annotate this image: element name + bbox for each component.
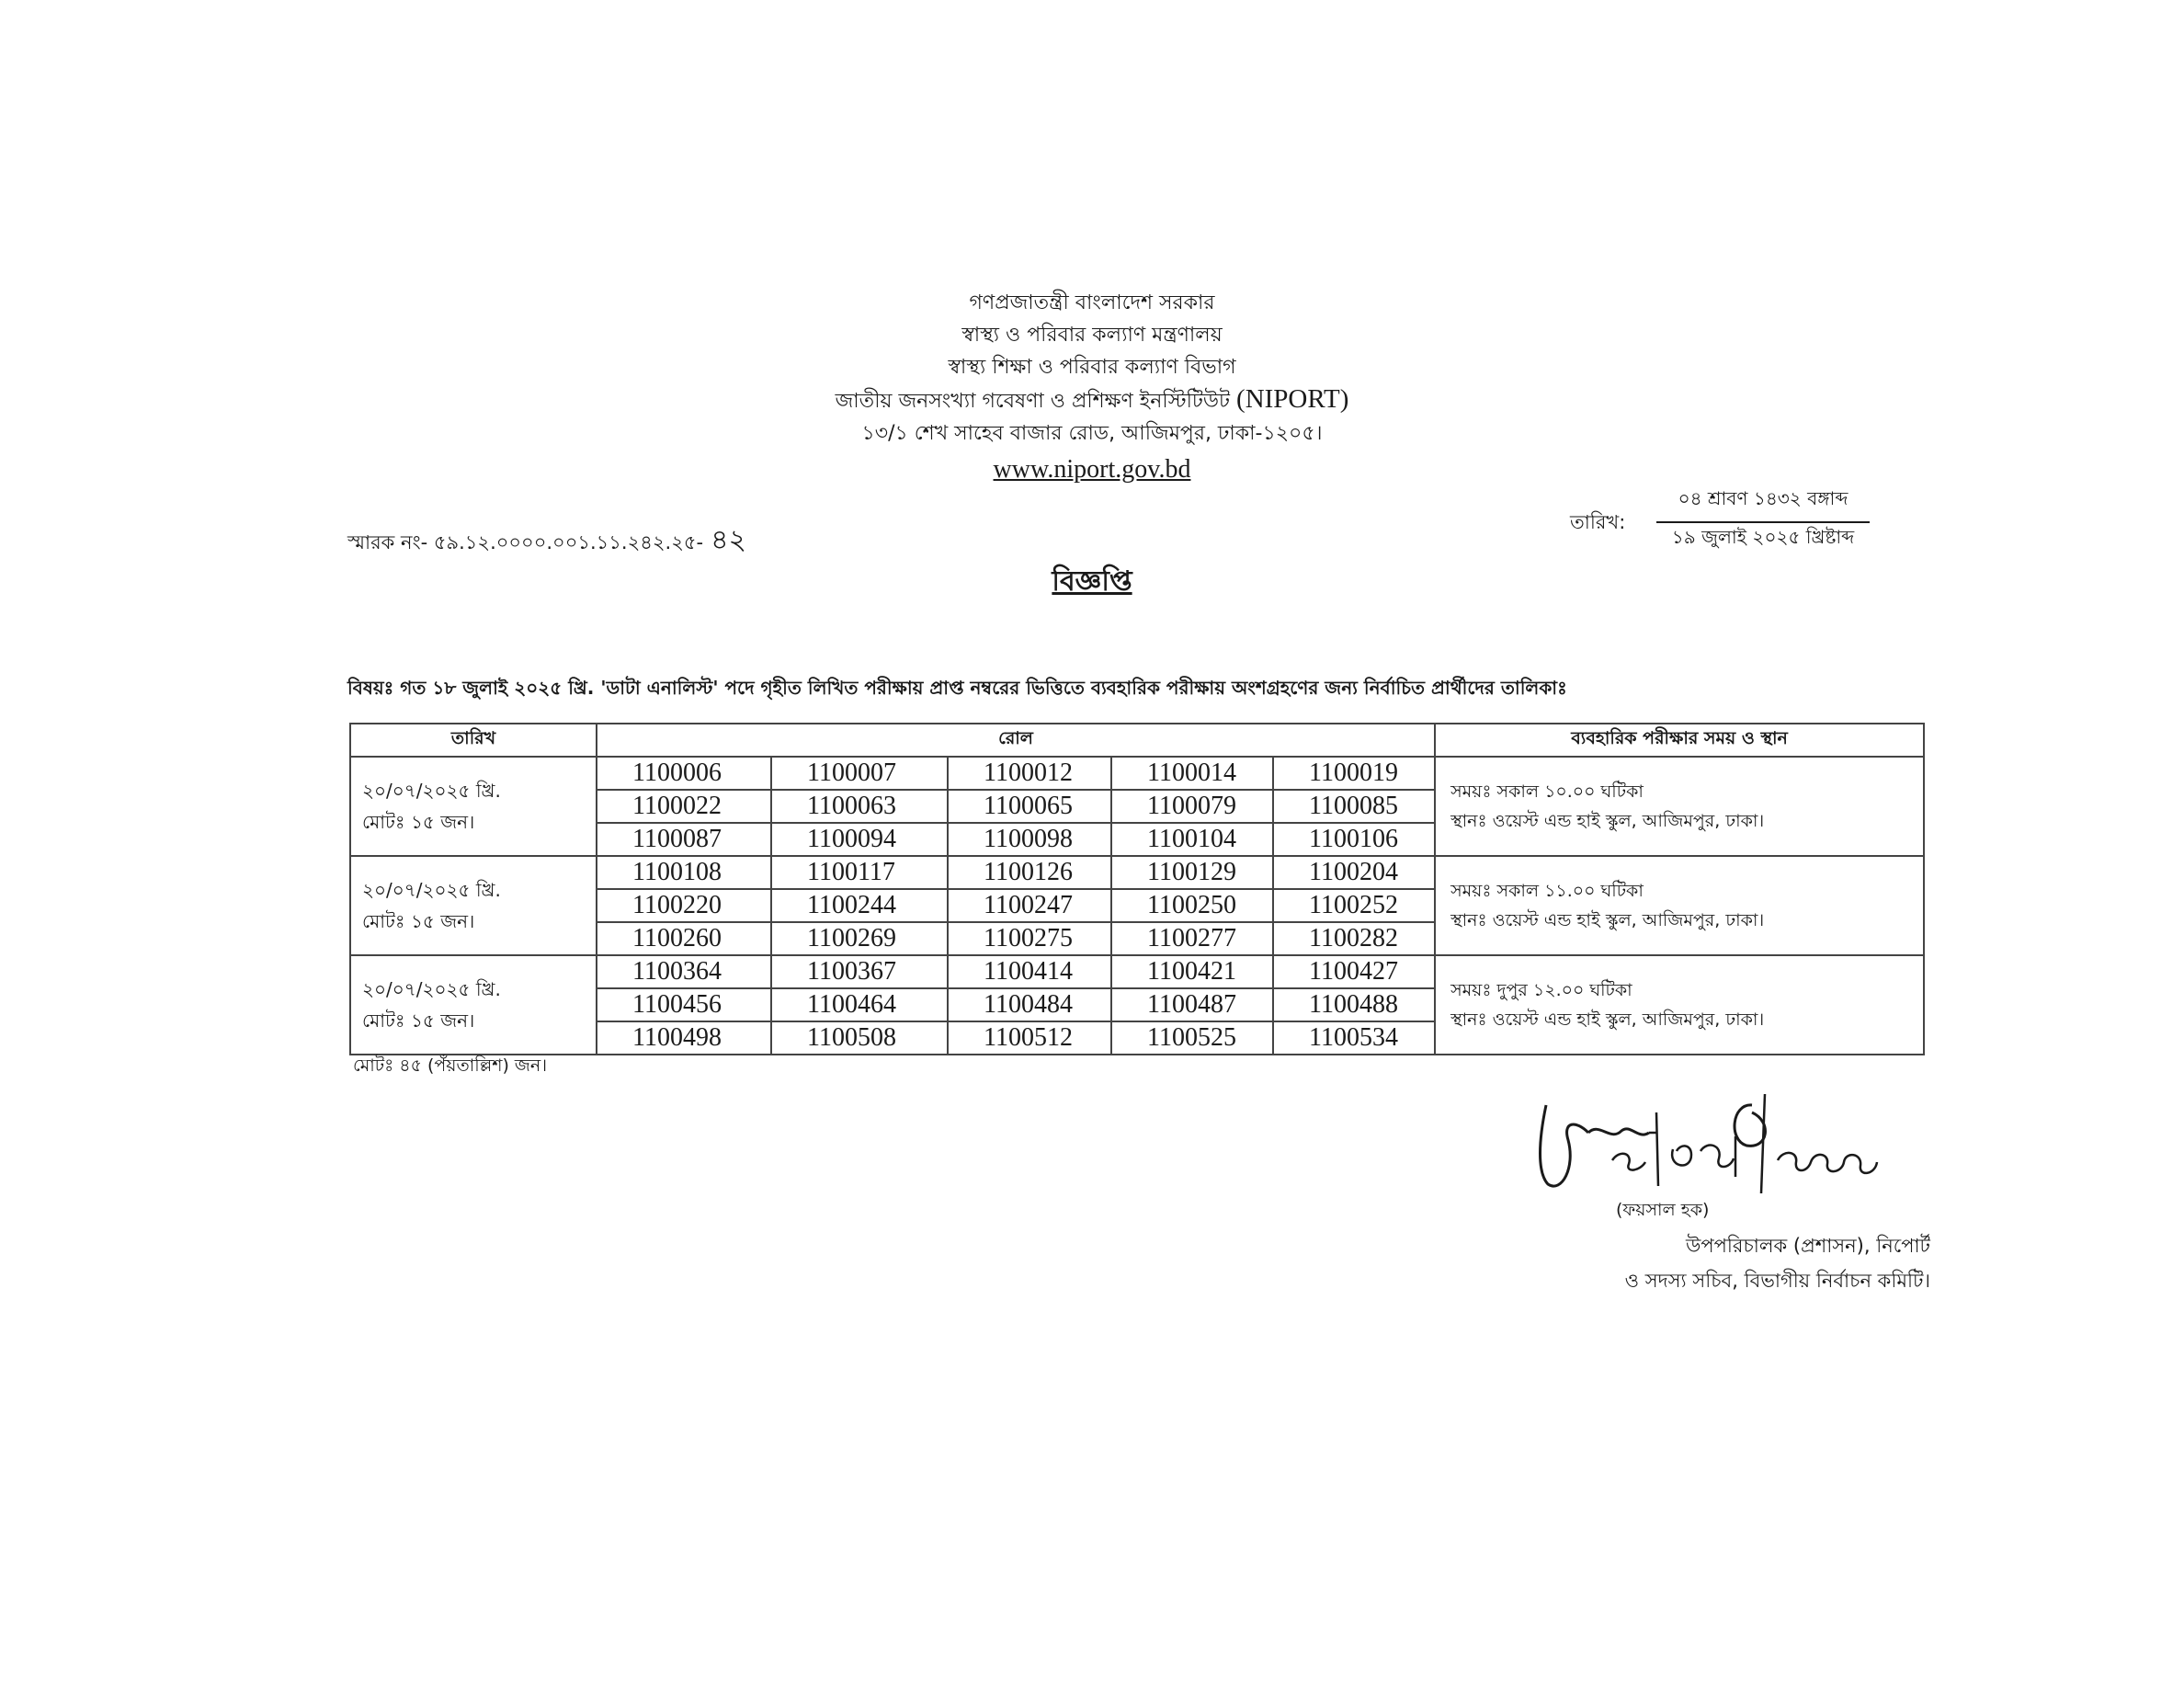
roll-cell: 1100098 <box>948 823 1111 856</box>
institute-address: ১৩/১ শেখ সাহেব বাজার রোড, আজিমপুর, ঢাকা-১২০৫। <box>861 422 1323 445</box>
roll-cell: 1100244 <box>771 889 948 922</box>
group-date-cell <box>350 856 597 955</box>
exam-place: স্থানঃ ওয়েস্ট এন্ড হাই স্কুল, আজিমপুর, ঢাকা। <box>1450 811 1765 831</box>
roll-cell: 1100063 <box>771 790 948 823</box>
group-date: ২০/০৭/২০২৫ খ্রি. <box>362 879 501 901</box>
memo-handwritten-number: ৪২ <box>711 524 747 556</box>
roll-cell: 1100247 <box>948 889 1111 922</box>
roll-cell: 1100484 <box>948 988 1111 1021</box>
roll-cell: 1100508 <box>771 1021 948 1055</box>
exam-time: সময়ঃ সকাল ১১.০০ ঘটিকা <box>1450 881 1644 901</box>
exam-place: স্থানঃ ওয়েস্ট এন্ড হাই স্কুল, আজিমপুর, ঢাকা। <box>1450 910 1765 930</box>
roll-cell: 1100252 <box>1273 889 1435 922</box>
roll-cell: 1100204 <box>1273 856 1435 889</box>
roll-cell: 1100022 <box>597 790 771 823</box>
roll-cell: 1100108 <box>597 856 771 889</box>
roll-cell: 1100534 <box>1273 1021 1435 1055</box>
website-link[interactable]: www.niport.gov.bd <box>993 455 1191 484</box>
institute-name <box>0 383 2184 417</box>
roll-cell: 1100275 <box>948 922 1111 955</box>
exam-time: সময়ঃ দুপুর ১২.০০ ঘটিকা <box>1450 980 1632 1000</box>
roll-cell: 1100087 <box>597 823 771 856</box>
roll-cell: 1100012 <box>948 757 1111 790</box>
roll-cell: 1100104 <box>1111 823 1273 856</box>
grand-total: মোটঃ ৪৫ (পঁয়তাল্লিশ) জন। <box>353 1055 548 1076</box>
roll-cell: 1100006 <box>597 757 771 790</box>
institute-name-bn: জাতীয় জনসংখ্যা গবেষণা ও প্রশিক্ষণ ইনস্টিটিউট <box>835 390 1231 413</box>
exam-time: সময়ঃ সকাল ১০.০০ ঘটিকা <box>1450 781 1644 802</box>
roll-cell: 1100065 <box>948 790 1111 823</box>
notice-title: বিজ্ঞপ্তি <box>1052 565 1132 598</box>
candidate-table <box>349 723 1925 1055</box>
roll-cell: 1100512 <box>948 1021 1111 1055</box>
roll-cell: 1100367 <box>771 955 948 988</box>
roll-cell: 1100106 <box>1273 823 1435 856</box>
roll-cell: 1100525 <box>1111 1021 1273 1055</box>
header-exam-info: ব্যবহারিক পরীক্ষার সময় ও স্থান <box>1435 724 1924 757</box>
exam-place: স্থানঃ ওয়েস্ট এন্ড হাই স্কুল, আজিমপুর, ঢাকা। <box>1450 1009 1765 1030</box>
roll-cell: 1100117 <box>771 856 948 889</box>
date-block <box>1570 485 1873 552</box>
designation-line-1: উপপরিচালক (প্রশাসন), নিপোর্ট <box>1686 1235 1930 1257</box>
roll-cell: 1100014 <box>1111 757 1273 790</box>
signatory-designation <box>1471 1228 1930 1298</box>
memo-label: স্মারক নং- ৫৯.১২.০০০০.০০১.১১.২৪২.২৫- <box>347 531 704 553</box>
roll-cell: 1100126 <box>948 856 1111 889</box>
exam-info-cell <box>1435 757 1924 856</box>
group-total: মোটঃ ১৫ জন। <box>362 1009 475 1032</box>
roll-cell: 1100364 <box>597 955 771 988</box>
signatory-name: (ফয়সাল হক) <box>1616 1200 1710 1220</box>
roll-cell: 1100260 <box>597 922 771 955</box>
signature-block <box>1511 1085 1916 1232</box>
group-total: মোটঃ ১৫ জন। <box>362 811 475 833</box>
handwritten-signature <box>1511 1085 1916 1204</box>
table-row <box>350 856 1924 889</box>
roll-cell: 1100250 <box>1111 889 1273 922</box>
table-row <box>350 955 1924 988</box>
group-date: ২০/০৭/২০২৫ খ্রি. <box>362 978 501 1000</box>
division-name: স্বাস্থ্য শিক্ষা ও পরিবার কল্যাণ বিভাগ <box>948 356 1236 379</box>
roll-cell: 1100421 <box>1111 955 1273 988</box>
letterhead <box>0 287 2184 487</box>
header-date: তারিখ <box>350 724 597 757</box>
roll-cell: 1100464 <box>771 988 948 1021</box>
roll-cell: 1100094 <box>771 823 948 856</box>
table-header-row <box>350 724 1924 757</box>
roll-cell: 1100488 <box>1273 988 1435 1021</box>
roll-cell: 1100007 <box>771 757 948 790</box>
exam-info-cell <box>1435 955 1924 1055</box>
subject-line: বিষয়ঃ গত ১৮ জুলাই ২০২৫ খ্রি. 'ডাটা এনালিস্ট' পদে গৃহীত লিখিত পরীক্ষায় প্রাপ্ত নম্বরের ভিত্তিতে ব্যবহারিক পরীক্ষায় অংশগ্রহণের জন্য নির্বাচিত প্রার্থীদের তালিকাঃ <box>347 677 1567 699</box>
date-label: তারিখ: <box>1570 511 1626 533</box>
roll-cell: 1100456 <box>597 988 771 1021</box>
header-roll: রোল <box>597 724 1435 757</box>
roll-cell: 1100427 <box>1273 955 1435 988</box>
group-total: মোটঃ ১৫ জন। <box>362 910 475 932</box>
roll-cell: 1100085 <box>1273 790 1435 823</box>
roll-cell: 1100487 <box>1111 988 1273 1021</box>
date-english: ১৯ জুলাই ২০২৫ খ্রিষ্টাব্দ <box>1671 526 1855 548</box>
date-bangla: ০৪ শ্রাবণ ১৪৩২ বঙ্গাব্দ <box>1656 485 1870 523</box>
institute-acronym: (NIPORT) <box>1236 384 1349 414</box>
roll-cell: 1100282 <box>1273 922 1435 955</box>
roll-cell: 1100019 <box>1273 757 1435 790</box>
group-date-cell <box>350 955 597 1055</box>
group-date: ২০/০৭/২০২৫ খ্রি. <box>362 780 501 802</box>
roll-cell: 1100079 <box>1111 790 1273 823</box>
roll-cell: 1100498 <box>597 1021 771 1055</box>
roll-cell: 1100269 <box>771 922 948 955</box>
roll-cell: 1100129 <box>1111 856 1273 889</box>
roll-cell: 1100220 <box>597 889 771 922</box>
memo-number <box>347 518 746 565</box>
group-date-cell <box>350 757 597 856</box>
table-row <box>350 757 1924 790</box>
exam-info-cell <box>1435 856 1924 955</box>
designation-line-2: ও সদস্য সচিব, বিভাগীয় নির্বাচন কমিটি। <box>1624 1270 1930 1292</box>
ministry-name: স্বাস্থ্য ও পরিবার কল্যাণ মন্ত্রণালয় <box>961 324 1223 347</box>
roll-cell: 1100277 <box>1111 922 1273 955</box>
roll-cell: 1100414 <box>948 955 1111 988</box>
government-name: গণপ্রজাতন্ত্রী বাংলাদেশ সরকার <box>969 291 1215 314</box>
